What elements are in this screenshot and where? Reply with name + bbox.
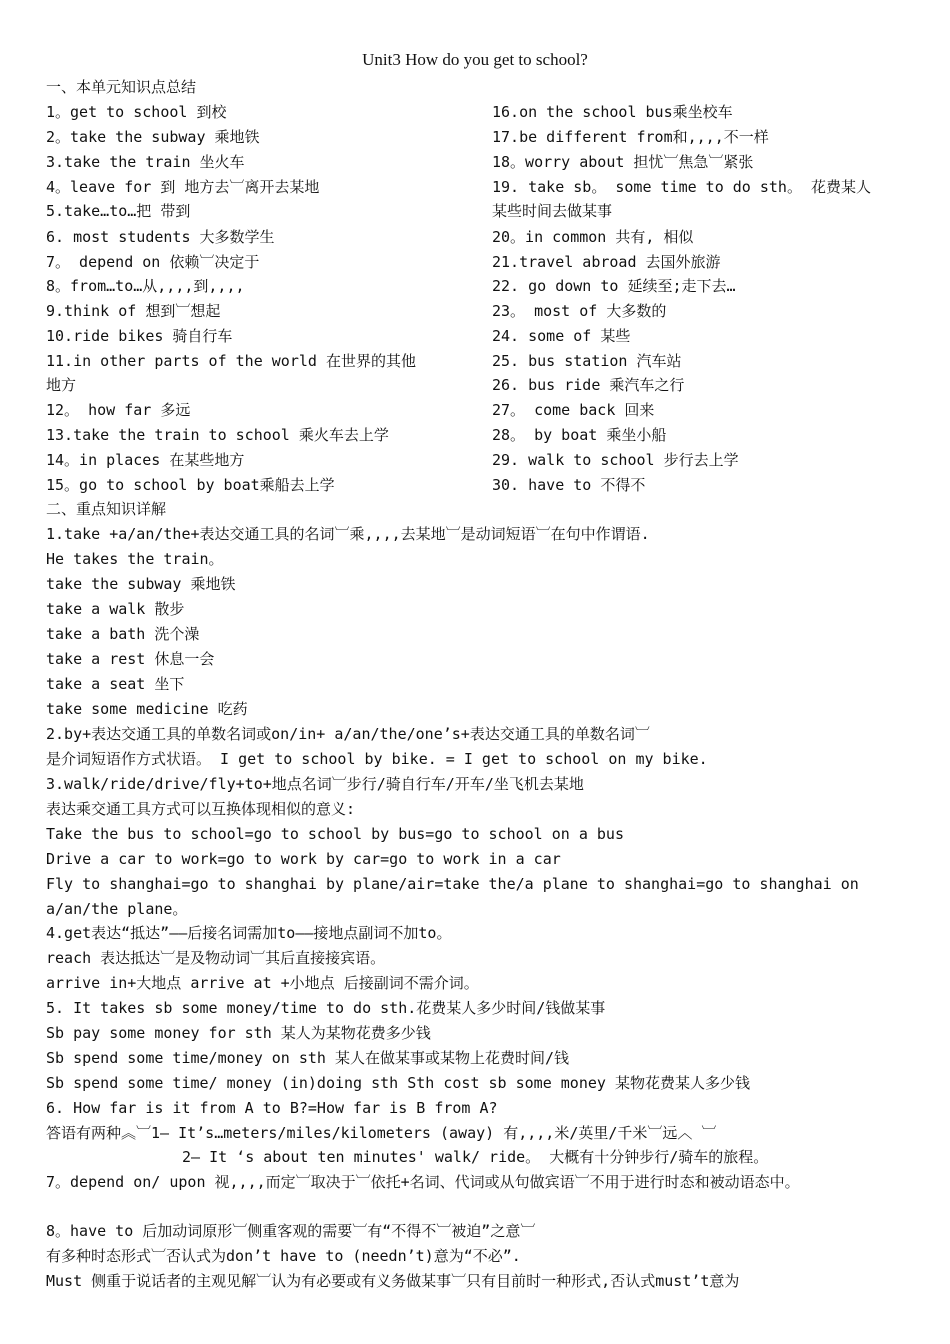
list-item: 23。 most of 大多数的 [492, 302, 667, 320]
text-line: 有多种时态形式︺否认式为don’t have to (needn’t)意为“不必”. [46, 1247, 521, 1265]
text-line: Take the bus to school=go to school by bus=go to school on a bus [46, 825, 624, 843]
list-item: 21.travel abroad 去国外旅游 [492, 253, 721, 271]
text-line: 5. It takes sb some money/time to do sth.花费某人多少时间/钱做某事 [46, 999, 606, 1017]
text-line: Sb spend some time/money on sth 某人在做某事或某物上花费时间/钱 [46, 1049, 570, 1067]
text-line: take a seat 坐下 [46, 675, 185, 693]
text-line: 答语有两种︽︺1— It’s…meters/miles/kilometers (away) 有,,,,米/英里/千米︺远︿ ︺ [46, 1124, 717, 1142]
list-item: 2。take the subway 乘地铁 [46, 128, 260, 146]
list-item: 15。go to school by boat乘船去上学 [46, 476, 335, 494]
section-heading-summary: 一、本单元知识点总结 [46, 78, 197, 96]
list-item: 19. take sb。 some time to do sth。 花费某人 [492, 178, 871, 196]
list-item: 4。leave for 到 地方去︺离开去某地 [46, 178, 320, 196]
text-line: take the subway 乘地铁 [46, 575, 236, 593]
page-title: Unit3 How do you get to school? [362, 50, 588, 69]
list-item: 9.think of 想到︺想起 [46, 302, 221, 320]
list-item: 13.take the train to school 乘火车去上学 [46, 426, 389, 444]
text-line-indented: 2— It ‘s about ten minutes' walk/ ride。 大概有十分钟步行/骑车的旅程。 [182, 1148, 769, 1166]
list-item: 27。 come back 回来 [492, 401, 655, 419]
list-item: 29. walk to school 步行去上学 [492, 451, 739, 469]
text-line: Sb spend some time/ money (in)doing sth Sth cost sb some money 某物花费某人多少钱 [46, 1074, 750, 1092]
list-item: 30. have to 不得不 [492, 476, 646, 494]
text-line: take some medicine 吃药 [46, 700, 248, 718]
list-item: 16.on the school bus乘坐校车 [492, 103, 733, 121]
list-item: 8。from…to…从,,,,到,,,, [46, 277, 245, 295]
text-line: Must 侧重于说话者的主观见解︺认为有必要或有义务做某事︺只有目前时一种形式,否认式must’t意为 [46, 1272, 740, 1290]
list-item: 17.be different from和,,,,不一样 [492, 128, 769, 146]
text-line: 7。depend on/ upon 视,,,,而定︺取决于︺依托+名词、代词或从句做宾语︺不用于进行时态和被动语态中。 [46, 1173, 800, 1191]
section-heading-details: 二、重点知识详解 [46, 500, 167, 518]
text-line: 3.walk/ride/drive/fly+to+地点名词︺步行/骑自行车/开车/坐飞机去某地 [46, 775, 584, 793]
list-item: 3.take the train 坐火车 [46, 153, 245, 171]
list-item: 26. bus ride 乘汽车之行 [492, 376, 685, 394]
text-line: 8。have to 后加动词原形︺侧重客观的需要︺有“不得不︺被迫”之意︺ [46, 1222, 536, 1240]
text-line: take a rest 休息一会 [46, 650, 215, 668]
text-line: 1.take +a/an/the+表达交通工具的名词︺乘,,,,去某地︺是动词短语︺在句中作谓语. [46, 525, 650, 543]
list-item-continuation: 地方 [46, 376, 77, 394]
text-line: Sb pay some money for sth 某人为某物花费多少钱 [46, 1024, 431, 1042]
text-line: take a bath 洗个澡 [46, 625, 200, 643]
text-line: reach 表达抵达︺是及物动词︺其后直接接宾语。 [46, 949, 386, 967]
list-item: 1。get to school 到校 [46, 103, 227, 121]
text-line: 表达乘交通工具方式可以互换体现相似的意义: [46, 800, 356, 818]
list-item: 18。worry about 担忧︺焦急︺紧张 [492, 153, 754, 171]
list-item: 25. bus station 汽车站 [492, 352, 682, 370]
text-line: 6. How far is it from A to B?=How far is B from A? [46, 1099, 498, 1117]
text-line: 4.get表达“抵达”——后接名词需加to——接地点副词不加to。 [46, 924, 452, 942]
list-item: 12。 how far 多远 [46, 401, 191, 419]
text-line: take a walk 散步 [46, 600, 185, 618]
text-line: 是介词短语作方式状语。 I get to school by bike. = I get to school on my bike. [46, 750, 708, 768]
list-item: 11.in other parts of the world 在世界的其他 [46, 352, 416, 370]
list-item: 6. most students 大多数学生 [46, 228, 275, 246]
text-line: Fly to shanghai=go to shanghai by plane/air=take the/a plane to shanghai=go to shanghai on [46, 875, 859, 893]
list-item: 28。 by boat 乘坐小船 [492, 426, 667, 444]
list-item-continuation: 某些时间去做某事 [492, 202, 613, 220]
list-item: 5.take…to…把 带到 [46, 202, 191, 220]
text-line: arrive in+大地点 arrive at +小地点 后接副词不需介词。 [46, 974, 479, 992]
text-line: Drive a car to work=go to work by car=go to work in a car [46, 850, 561, 868]
list-item: 22. go down to 延续至;走下去… [492, 277, 736, 295]
list-item: 10.ride bikes 骑自行车 [46, 327, 233, 345]
list-item: 14。in places 在某些地方 [46, 451, 245, 469]
text-line: 2.by+表达交通工具的单数名词或on/in+ a/an/the/one’s+表达交通工具的单数名词︺ [46, 725, 650, 743]
list-item: 7。 depend on 依赖︺决定于 [46, 253, 260, 271]
text-line: He takes the train。 [46, 550, 224, 568]
text-line: a/an/the plane。 [46, 900, 188, 918]
list-item: 24. some of 某些 [492, 327, 631, 345]
list-item: 20。in common 共有, 相似 [492, 228, 694, 246]
